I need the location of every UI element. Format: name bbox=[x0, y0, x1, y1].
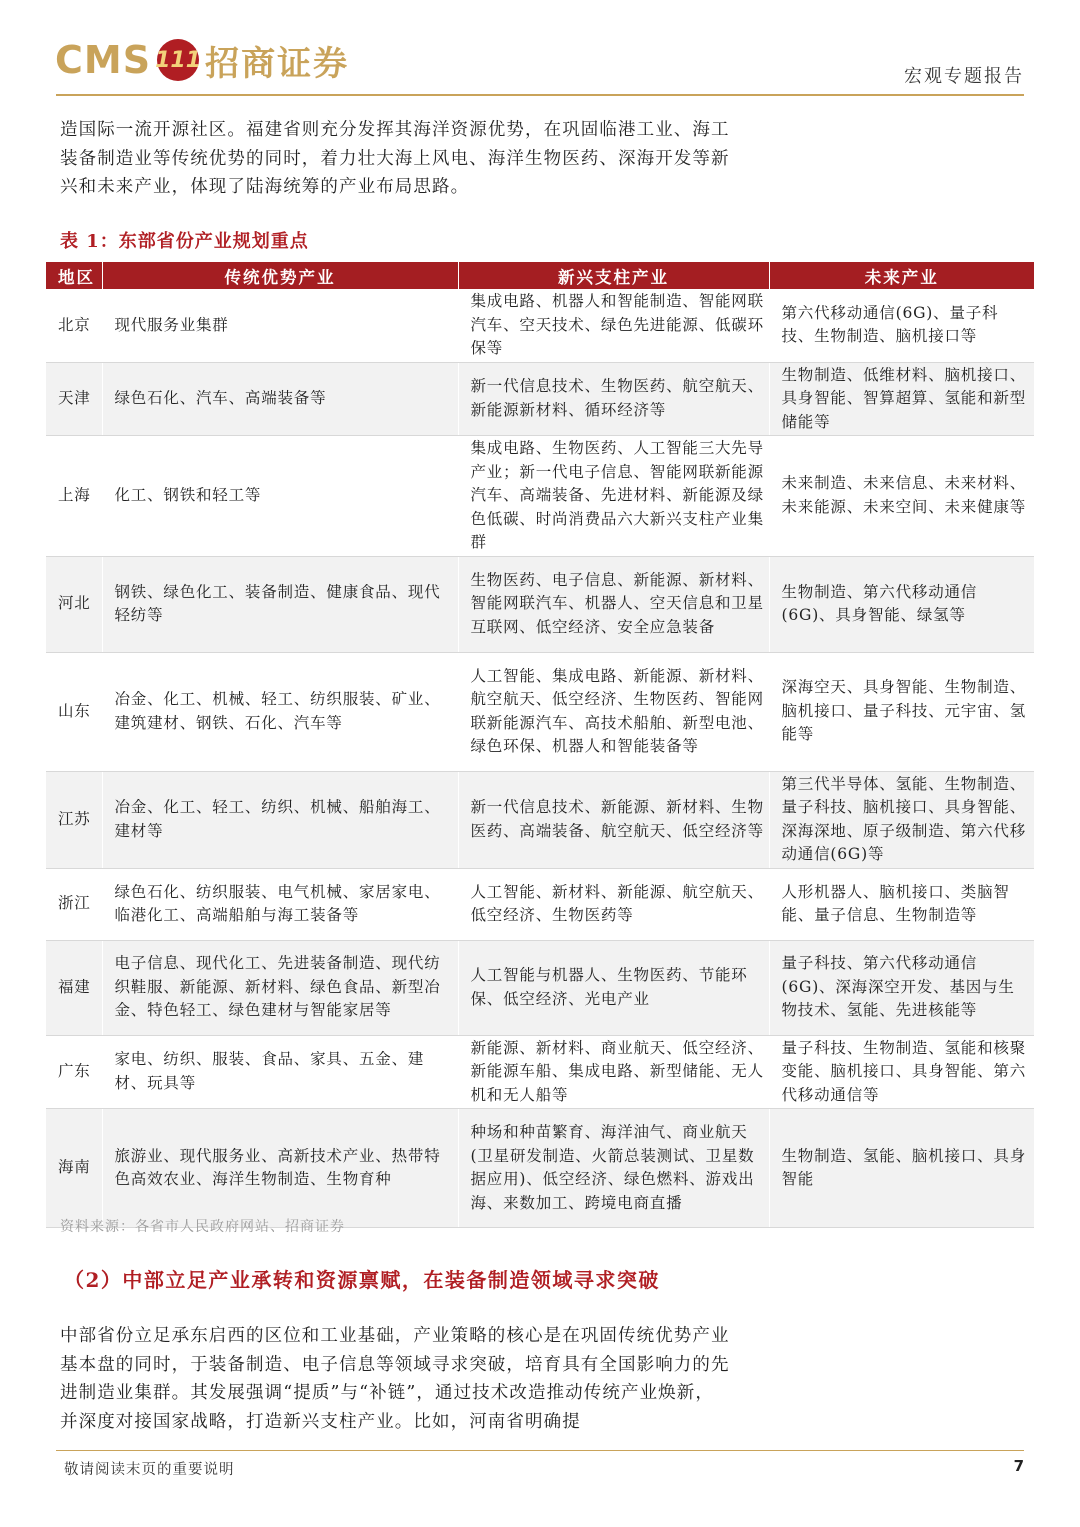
page-header bbox=[0, 0, 1080, 100]
future-cell: 第六代移动通信(6G)、量子科技、生物制造、脑机接口等 bbox=[769, 289, 1034, 362]
region-cell: 福建 bbox=[46, 940, 102, 1035]
table-row bbox=[46, 940, 1034, 1035]
traditional-cell: 现代服务业集群 bbox=[102, 289, 458, 362]
emerging-cell: 集成电路、机器人和智能制造、智能网联汽车、空天技术、绿色先进能源、低碳环保等 bbox=[458, 289, 769, 362]
region-cell: 海南 bbox=[46, 1109, 102, 1228]
report-type: 宏观专题报告 bbox=[904, 66, 1024, 87]
traditional-cell: 冶金、化工、轻工、纺织、机械、船舶海工、建材等 bbox=[102, 771, 458, 868]
table-header-row bbox=[46, 262, 1034, 289]
cms-logo bbox=[55, 36, 349, 84]
table-row bbox=[46, 436, 1034, 557]
region-cell: 山东 bbox=[46, 652, 102, 771]
region-cell: 河北 bbox=[46, 556, 102, 652]
region-cell: 上海 bbox=[46, 436, 102, 557]
header-traditional: 传统优势产业 bbox=[102, 262, 458, 289]
table-source-note: 资料来源：各省市人民政府网站、招商证券 bbox=[60, 1219, 345, 1235]
logo-mark-icon: 111 bbox=[157, 39, 199, 81]
future-cell: 量子科技、第六代移动通信(6G)、深海深空开发、基因与生物技术、氢能、先进核能等 bbox=[769, 940, 1034, 1035]
logo-company-name: 招商证券 bbox=[205, 43, 350, 84]
intro-paragraph: 造国际一流开源社区。福建省则充分发挥其海洋资源优势，在巩固临港工业、海工装备制造业等传统优势的同时，着力壮大海上风电、海洋生物医药、深海开发等新兴和未来产业，体现了陆海统筹的产业布局思路。 bbox=[60, 120, 730, 197]
emerging-cell: 人工智能、集成电路、新能源、新材料、航空航天、低空经济、生物医药、智能网联新能源汽车、高技术船舶、新型电池、绿色环保、机器人和智能装备等 bbox=[458, 652, 769, 771]
emerging-cell: 新能源、新材料、商业航天、低空经济、新能源车船、集成电路、新型储能、无人机和无人船等 bbox=[458, 1035, 769, 1109]
table-row bbox=[46, 289, 1034, 362]
emerging-cell: 集成电路、生物医药、人工智能三大先导产业；新一代电子信息、智能网联新能源汽车、高端装备、先进材料、新能源及绿色低碳、时尚消费品六大新兴支柱产业集群 bbox=[458, 436, 769, 557]
logo-cms-text: CMS bbox=[55, 38, 152, 82]
table-row bbox=[46, 1109, 1034, 1228]
emerging-cell: 生物医药、电子信息、新能源、新材料、智能网联汽车、机器人、空天信息和卫星互联网、低空经济、安全应急装备 bbox=[458, 556, 769, 652]
traditional-cell: 绿色石化、汽车、高端装备等 bbox=[102, 362, 458, 436]
table-title: 表 1：东部省份产业规划重点 bbox=[60, 231, 309, 252]
future-cell: 生物制造、低维材料、脑机接口、具身智能、智算超算、氢能和新型储能等 bbox=[769, 362, 1034, 436]
future-cell: 人形机器人、脑机接口、类脑智能、量子信息、生物制造等 bbox=[769, 868, 1034, 940]
region-cell: 浙江 bbox=[46, 868, 102, 940]
industry-plan-table bbox=[46, 262, 1034, 1228]
traditional-cell: 电子信息、现代化工、先进装备制造、现代纺织鞋服、新能源、新材料、绿色食品、新型冶金、特色轻工、绿色建材与智能家居等 bbox=[102, 940, 458, 1035]
footer-disclaimer: 敬请阅读末页的重要说明 bbox=[64, 1462, 235, 1478]
traditional-cell: 冶金、化工、机械、轻工、纺织服装、矿业、建筑建材、钢铁、石化、汽车等 bbox=[102, 652, 458, 771]
emerging-cell: 新一代信息技术、生物医药、航空航天、新能源新材料、循环经济等 bbox=[458, 362, 769, 436]
future-cell: 生物制造、氢能、脑机接口、具身智能 bbox=[769, 1109, 1034, 1228]
header-divider bbox=[56, 94, 1024, 96]
emerging-cell: 新一代信息技术、新能源、新材料、生物医药、高端装备、航空航天、低空经济等 bbox=[458, 771, 769, 868]
future-cell: 生物制造、第六代移动通信(6G)、具身智能、绿氢等 bbox=[769, 556, 1034, 652]
future-cell: 第三代半导体、氢能、生物制造、量子科技、脑机接口、具身智能、深海深地、原子级制造、第六代移动通信(6G)等 bbox=[769, 771, 1034, 868]
table-row bbox=[46, 362, 1034, 436]
traditional-cell: 化工、钢铁和轻工等 bbox=[102, 436, 458, 557]
section-title: （2）中部立足产业承转和资源禀赋，在装备制造领域寻求突破 bbox=[64, 1268, 660, 1292]
table-row bbox=[46, 556, 1034, 652]
table-row bbox=[46, 652, 1034, 771]
region-cell: 广东 bbox=[46, 1035, 102, 1109]
table-row bbox=[46, 868, 1034, 940]
region-cell: 北京 bbox=[46, 289, 102, 362]
emerging-cell: 人工智能与机器人、生物医药、节能环保、低空经济、光电产业 bbox=[458, 940, 769, 1035]
table-row bbox=[46, 771, 1034, 868]
traditional-cell: 绿色石化、纺织服装、电气机械、家居家电、临港化工、高端船舶与海工装备等 bbox=[102, 868, 458, 940]
table-row bbox=[46, 1035, 1034, 1109]
future-cell: 量子科技、生物制造、氢能和核聚变能、脑机接口、具身智能、第六代移动通信等 bbox=[769, 1035, 1034, 1109]
traditional-cell: 钢铁、绿色化工、装备制造、健康食品、现代轻纺等 bbox=[102, 556, 458, 652]
emerging-cell: 种场和种苗繁育、海洋油气、商业航天(卫星研发制造、火箭总装测试、卫星数据应用)、低空经济、绿色燃料、游戏出海、来数加工、跨境电商直播 bbox=[458, 1109, 769, 1228]
footer-divider bbox=[56, 1450, 1024, 1451]
page-number: 7 bbox=[1013, 1457, 1024, 1475]
header-region: 地区 bbox=[46, 262, 102, 289]
future-cell: 未来制造、未来信息、未来材料、未来能源、未来空间、未来健康等 bbox=[769, 436, 1034, 557]
header-emerging: 新兴支柱产业 bbox=[458, 262, 769, 289]
emerging-cell: 人工智能、新材料、新能源、航空航天、低空经济、生物医药等 bbox=[458, 868, 769, 940]
region-cell: 天津 bbox=[46, 362, 102, 436]
traditional-cell: 家电、纺织、服装、食品、家具、五金、建材、玩具等 bbox=[102, 1035, 458, 1109]
future-cell: 深海空天、具身智能、生物制造、脑机接口、量子科技、元宇宙、氢能等 bbox=[769, 652, 1034, 771]
region-cell: 江苏 bbox=[46, 771, 102, 868]
section-paragraph: 中部省份立足承东启西的区位和工业基础，产业策略的核心是在巩固传统优势产业基本盘的同时，于装备制造、电子信息等领域寻求突破，培育具有全国影响力的先进制造业集群。其发展强调“提质”与“补链”，通过技术改造推动传统产业焕新，并深度对接国家战略，打造新兴支柱产业。比如，河南省明确提 bbox=[60, 1326, 730, 1432]
traditional-cell: 旅游业、现代服务业、高新技术产业、热带特色高效农业、海洋生物制造、生物育种 bbox=[102, 1109, 458, 1228]
header-future: 未来产业 bbox=[769, 262, 1034, 289]
